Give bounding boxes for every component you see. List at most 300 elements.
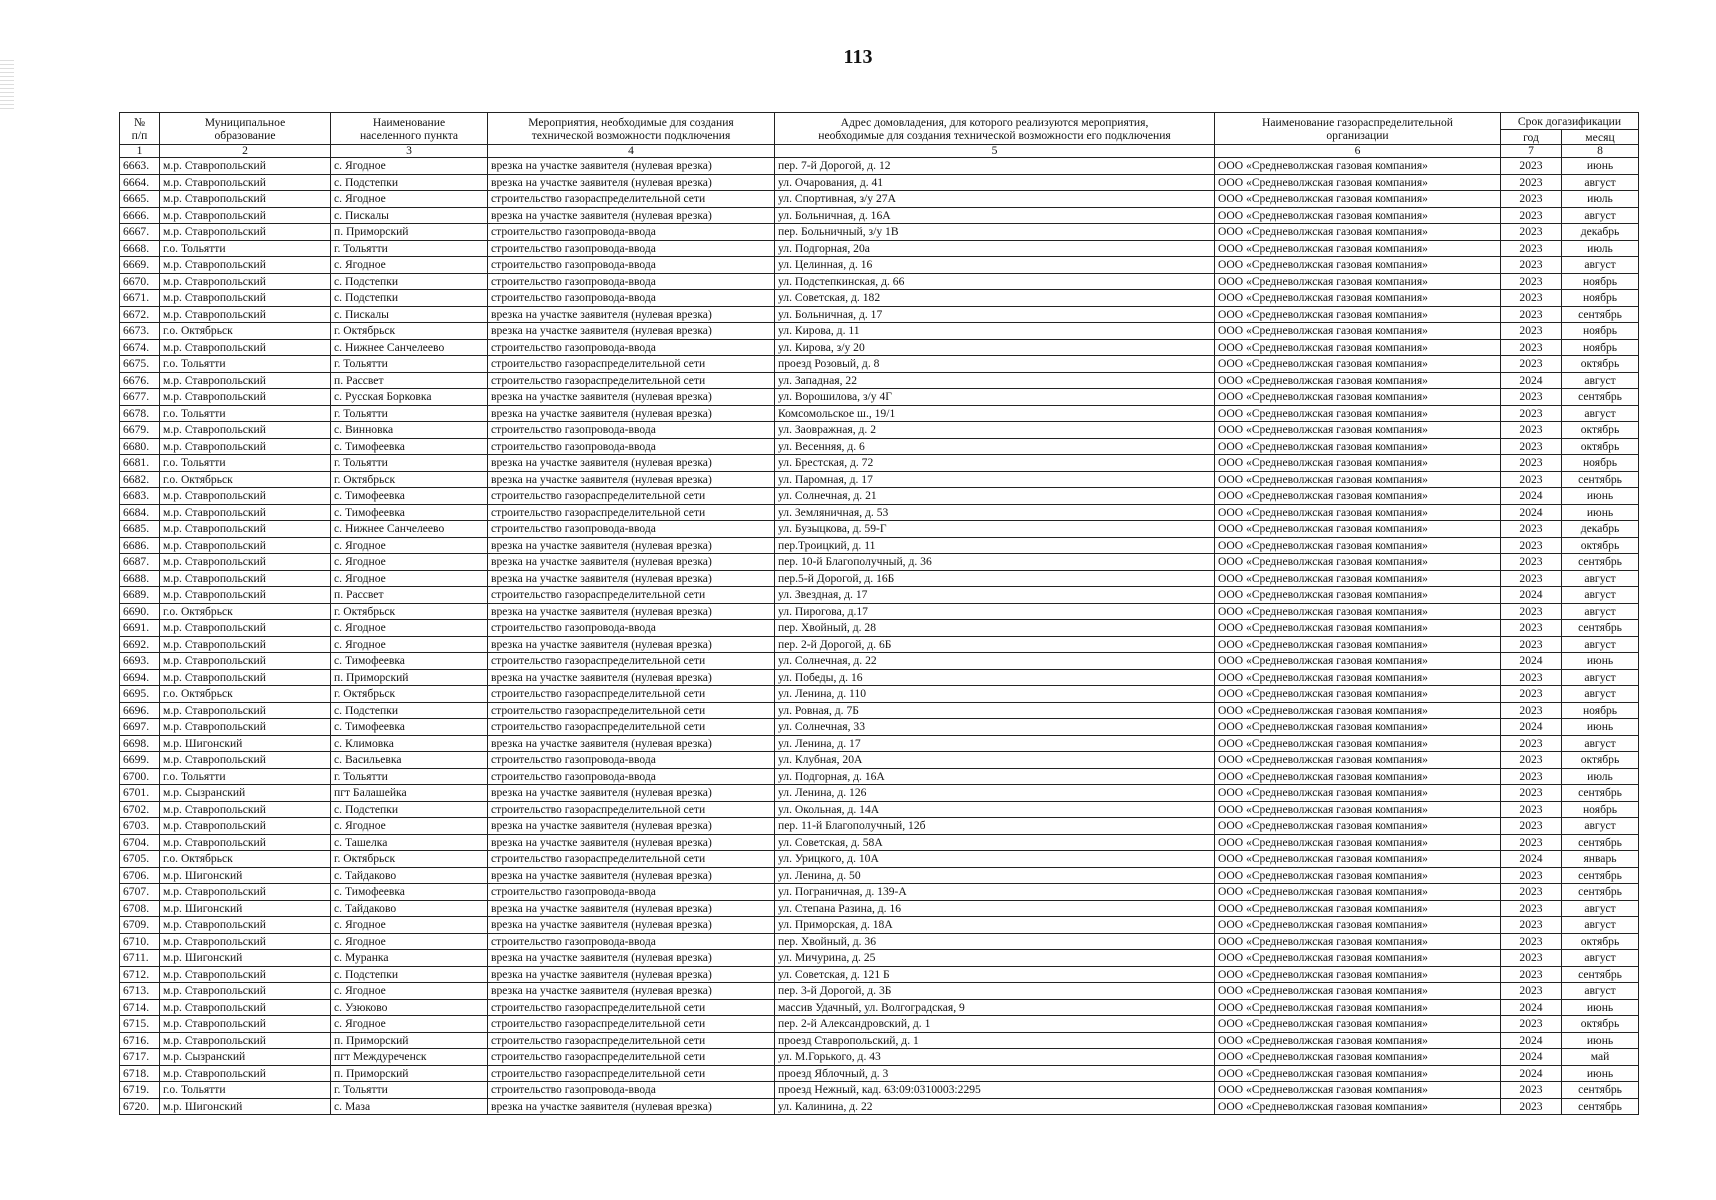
measures-cell: врезка на участке заявителя (нулевая врезка) — [488, 603, 775, 620]
address-cell: проезд Яблочный, д. 3 — [775, 1065, 1215, 1082]
settlement-cell: с. Тайдаково — [331, 867, 488, 884]
table-row — [120, 735, 1639, 752]
table-row — [120, 240, 1639, 257]
table-row — [120, 620, 1639, 637]
month-cell: август — [1562, 983, 1639, 1000]
month-cell: октябрь — [1562, 752, 1639, 769]
address-cell: пер. 2-й Дорогой, д. 6Б — [775, 636, 1215, 653]
municipality-cell: м.р. Сызранский — [160, 1049, 331, 1066]
municipality-cell: г.о. Тольятти — [160, 768, 331, 785]
table-row — [120, 1082, 1639, 1099]
header-deadline: Срок догазификации — [1501, 113, 1639, 130]
measures-cell: врезка на участке заявителя (нулевая врезка) — [488, 900, 775, 917]
row-number: 6713. — [120, 983, 160, 1000]
table-row — [120, 471, 1639, 488]
row-number: 6672. — [120, 306, 160, 323]
municipality-cell: м.р. Сызранский — [160, 785, 331, 802]
org-cell: ООО «Средневолжская газовая компания» — [1215, 191, 1501, 208]
row-number: 6685. — [120, 521, 160, 538]
measures-cell: врезка на участке заявителя (нулевая врезка) — [488, 207, 775, 224]
org-cell: ООО «Средневолжская газовая компания» — [1215, 950, 1501, 967]
year-cell: 2023 — [1501, 323, 1562, 340]
municipality-cell: м.р. Ставропольский — [160, 389, 331, 406]
org-cell: ООО «Средневолжская газовая компания» — [1215, 966, 1501, 983]
measures-cell: строительство газораспределительной сети — [488, 686, 775, 703]
settlement-cell: п. Приморский — [331, 669, 488, 686]
municipality-cell: м.р. Ставропольский — [160, 570, 331, 587]
year-cell: 2023 — [1501, 933, 1562, 950]
measures-cell: строительство газопровода-ввода — [488, 339, 775, 356]
table-row — [120, 438, 1639, 455]
table-row — [120, 356, 1639, 373]
year-cell: 2023 — [1501, 521, 1562, 538]
row-number: 6698. — [120, 735, 160, 752]
month-cell: январь — [1562, 851, 1639, 868]
year-cell: 2024 — [1501, 504, 1562, 521]
municipality-cell: г.о. Тольятти — [160, 405, 331, 422]
settlement-cell: г. Октябрьск — [331, 686, 488, 703]
year-cell: 2024 — [1501, 587, 1562, 604]
measures-cell: строительство газораспределительной сети — [488, 587, 775, 604]
settlement-cell: с. Ташелка — [331, 834, 488, 851]
settlement-cell: г. Тольятти — [331, 240, 488, 257]
row-number: 6701. — [120, 785, 160, 802]
table-row — [120, 999, 1639, 1016]
row-number: 6666. — [120, 207, 160, 224]
year-cell: 2023 — [1501, 801, 1562, 818]
month-cell: сентябрь — [1562, 884, 1639, 901]
row-number: 6709. — [120, 917, 160, 934]
address-cell: ул. Ленина, д. 110 — [775, 686, 1215, 703]
measures-cell: врезка на участке заявителя (нулевая врезка) — [488, 867, 775, 884]
settlement-cell: с. Климовка — [331, 735, 488, 752]
municipality-cell: м.р. Ставропольский — [160, 504, 331, 521]
municipality-cell: м.р. Шигонский — [160, 735, 331, 752]
measures-cell: врезка на участке заявителя (нулевая врезка) — [488, 554, 775, 571]
month-cell: июнь — [1562, 719, 1639, 736]
table-row — [120, 900, 1639, 917]
row-number: 6689. — [120, 587, 160, 604]
table-row — [120, 290, 1639, 307]
year-cell: 2023 — [1501, 983, 1562, 1000]
settlement-cell: с. Пискалы — [331, 207, 488, 224]
table-row — [120, 1016, 1639, 1033]
settlement-cell: с. Подстепки — [331, 966, 488, 983]
month-cell: сентябрь — [1562, 1082, 1639, 1099]
org-cell: ООО «Средневолжская газовая компания» — [1215, 1032, 1501, 1049]
measures-cell: строительство газораспределительной сети — [488, 719, 775, 736]
measures-cell: строительство газопровода-ввода — [488, 290, 775, 307]
org-cell: ООО «Средневолжская газовая компания» — [1215, 999, 1501, 1016]
measures-cell: врезка на участке заявителя (нулевая врезка) — [488, 570, 775, 587]
address-cell: Комсомольское ш., 19/1 — [775, 405, 1215, 422]
address-cell: пер. Больничный, з/у 1В — [775, 224, 1215, 241]
org-cell: ООО «Средневолжская газовая компания» — [1215, 867, 1501, 884]
table-header — [120, 113, 1639, 158]
table-body — [120, 158, 1639, 1115]
month-cell: октябрь — [1562, 537, 1639, 554]
municipality-cell: м.р. Ставропольский — [160, 422, 331, 439]
year-cell: 2023 — [1501, 917, 1562, 934]
settlement-cell: г. Тольятти — [331, 455, 488, 472]
month-cell: сентябрь — [1562, 554, 1639, 571]
measures-cell: строительство газораспределительной сети — [488, 372, 775, 389]
table-row — [120, 537, 1639, 554]
month-cell: июнь — [1562, 653, 1639, 670]
measures-cell: строительство газораспределительной сети — [488, 1065, 775, 1082]
month-cell: ноябрь — [1562, 455, 1639, 472]
year-cell: 2023 — [1501, 620, 1562, 637]
month-cell: август — [1562, 917, 1639, 934]
measures-cell: строительство газопровода-ввода — [488, 521, 775, 538]
row-number: 6696. — [120, 702, 160, 719]
row-number: 6687. — [120, 554, 160, 571]
org-cell: ООО «Средневолжская газовая компания» — [1215, 438, 1501, 455]
year-cell: 2023 — [1501, 306, 1562, 323]
municipality-cell: м.р. Ставропольский — [160, 719, 331, 736]
measures-cell: строительство газораспределительной сети — [488, 999, 775, 1016]
address-cell: ул. Солнечная, 33 — [775, 719, 1215, 736]
municipality-cell: м.р. Ставропольский — [160, 257, 331, 274]
year-cell: 2023 — [1501, 405, 1562, 422]
settlement-cell: п. Рассвет — [331, 372, 488, 389]
month-cell: август — [1562, 735, 1639, 752]
measures-cell: врезка на участке заявителя (нулевая врезка) — [488, 537, 775, 554]
month-cell: сентябрь — [1562, 834, 1639, 851]
settlement-cell: с. Нижнее Санчелеево — [331, 339, 488, 356]
year-cell: 2023 — [1501, 290, 1562, 307]
table-row — [120, 455, 1639, 472]
row-number: 6707. — [120, 884, 160, 901]
municipality-cell: м.р. Ставропольский — [160, 702, 331, 719]
month-cell: июнь — [1562, 158, 1639, 175]
row-number: 6669. — [120, 257, 160, 274]
settlement-cell: с. Нижнее Санчелеево — [331, 521, 488, 538]
address-cell: ул. Мичурина, д. 25 — [775, 950, 1215, 967]
org-cell: ООО «Средневолжская газовая компания» — [1215, 339, 1501, 356]
address-cell: пер. 2-й Александровский, д. 1 — [775, 1016, 1215, 1033]
municipality-cell: м.р. Ставропольский — [160, 158, 331, 175]
municipality-cell: м.р. Ставропольский — [160, 587, 331, 604]
header-num: № п/п — [120, 113, 160, 145]
settlement-cell: с. Тимофеевка — [331, 884, 488, 901]
municipality-cell: м.р. Ставропольский — [160, 554, 331, 571]
municipality-cell: г.о. Октябрьск — [160, 323, 331, 340]
address-cell: ул. Очарования, д. 41 — [775, 174, 1215, 191]
measures-cell: врезка на участке заявителя (нулевая врезка) — [488, 389, 775, 406]
municipality-cell: м.р. Ставропольский — [160, 339, 331, 356]
address-cell: пер. Хвойный, д. 28 — [775, 620, 1215, 637]
row-number: 6673. — [120, 323, 160, 340]
org-cell: ООО «Средневолжская газовая компания» — [1215, 603, 1501, 620]
month-cell: ноябрь — [1562, 290, 1639, 307]
table-row — [120, 669, 1639, 686]
settlement-cell: с. Ягодное — [331, 933, 488, 950]
measures-cell: врезка на участке заявителя (нулевая врезка) — [488, 405, 775, 422]
address-cell: проезд Розовый, д. 8 — [775, 356, 1215, 373]
settlement-cell: с. Русская Борковка — [331, 389, 488, 406]
address-cell: ул. Целинная, д. 16 — [775, 257, 1215, 274]
year-cell: 2023 — [1501, 867, 1562, 884]
org-cell: ООО «Средневолжская газовая компания» — [1215, 405, 1501, 422]
org-cell: ООО «Средневолжская газовая компания» — [1215, 356, 1501, 373]
month-cell: август — [1562, 818, 1639, 835]
year-cell: 2023 — [1501, 834, 1562, 851]
row-number: 6704. — [120, 834, 160, 851]
municipality-cell: м.р. Ставропольский — [160, 207, 331, 224]
table-row — [120, 257, 1639, 274]
org-cell: ООО «Средневолжская газовая компания» — [1215, 587, 1501, 604]
row-number: 6676. — [120, 372, 160, 389]
org-cell: ООО «Средневолжская газовая компания» — [1215, 422, 1501, 439]
month-cell: сентябрь — [1562, 471, 1639, 488]
measures-cell: строительство газопровода-ввода — [488, 224, 775, 241]
month-cell: август — [1562, 587, 1639, 604]
month-cell: сентябрь — [1562, 306, 1639, 323]
org-cell: ООО «Средневолжская газовая компания» — [1215, 521, 1501, 538]
table-row — [120, 273, 1639, 290]
year-cell: 2023 — [1501, 191, 1562, 208]
measures-cell: врезка на участке заявителя (нулевая врезка) — [488, 471, 775, 488]
settlement-cell: п. Приморский — [331, 1065, 488, 1082]
settlement-cell: с. Тимофеевка — [331, 504, 488, 521]
month-cell: август — [1562, 405, 1639, 422]
column-number-cell: 8 — [1562, 145, 1639, 158]
measures-cell: врезка на участке заявителя (нулевая врезка) — [488, 966, 775, 983]
table-row — [120, 224, 1639, 241]
org-cell: ООО «Средневолжская газовая компания» — [1215, 455, 1501, 472]
measures-cell: врезка на участке заявителя (нулевая врезка) — [488, 785, 775, 802]
measures-cell: строительство газораспределительной сети — [488, 801, 775, 818]
municipality-cell: м.р. Шигонский — [160, 1098, 331, 1115]
org-cell: ООО «Средневолжская газовая компания» — [1215, 801, 1501, 818]
table-row — [120, 768, 1639, 785]
settlement-cell: с. Ягодное — [331, 917, 488, 934]
org-cell: ООО «Средневолжская газовая компания» — [1215, 834, 1501, 851]
address-cell: ул. Спортивная, з/у 27А — [775, 191, 1215, 208]
municipality-cell: г.о. Октябрьск — [160, 851, 331, 868]
row-number: 6684. — [120, 504, 160, 521]
municipality-cell: м.р. Ставропольский — [160, 818, 331, 835]
row-number: 6686. — [120, 537, 160, 554]
year-cell: 2023 — [1501, 570, 1562, 587]
row-number: 6699. — [120, 752, 160, 769]
municipality-cell: м.р. Ставропольский — [160, 933, 331, 950]
year-cell: 2023 — [1501, 339, 1562, 356]
table-row — [120, 636, 1639, 653]
org-cell: ООО «Средневолжская газовая компания» — [1215, 207, 1501, 224]
address-cell: ул. Приморская, д. 18А — [775, 917, 1215, 934]
table-row — [120, 323, 1639, 340]
measures-cell: строительство газопровода-ввода — [488, 257, 775, 274]
org-cell: ООО «Средневолжская газовая компания» — [1215, 785, 1501, 802]
municipality-cell: м.р. Ставропольский — [160, 752, 331, 769]
measures-cell: строительство газораспределительной сети — [488, 504, 775, 521]
year-cell: 2023 — [1501, 174, 1562, 191]
municipality-cell: м.р. Ставропольский — [160, 801, 331, 818]
row-number: 6664. — [120, 174, 160, 191]
municipality-cell: м.р. Ставропольский — [160, 521, 331, 538]
address-cell: ул. Солнечная, д. 21 — [775, 488, 1215, 505]
municipality-cell: г.о. Октябрьск — [160, 471, 331, 488]
month-cell: ноябрь — [1562, 323, 1639, 340]
org-cell: ООО «Средневолжская газовая компания» — [1215, 933, 1501, 950]
month-cell: сентябрь — [1562, 620, 1639, 637]
measures-cell: врезка на участке заявителя (нулевая врезка) — [488, 818, 775, 835]
settlement-cell: с. Ягодное — [331, 818, 488, 835]
address-cell: ул. Подстепкинская, д. 66 — [775, 273, 1215, 290]
municipality-cell: м.р. Ставропольский — [160, 372, 331, 389]
table-row — [120, 207, 1639, 224]
table-row — [120, 603, 1639, 620]
table-row — [120, 306, 1639, 323]
address-cell: ул. Звездная, д. 17 — [775, 587, 1215, 604]
org-cell: ООО «Средневолжская газовая компания» — [1215, 306, 1501, 323]
year-cell: 2023 — [1501, 818, 1562, 835]
year-cell: 2023 — [1501, 1082, 1562, 1099]
address-cell: ул. Клубная, 20А — [775, 752, 1215, 769]
settlement-cell: п. Рассвет — [331, 587, 488, 604]
settlement-cell: п. Приморский — [331, 224, 488, 241]
month-cell: август — [1562, 207, 1639, 224]
measures-cell: строительство газопровода-ввода — [488, 884, 775, 901]
municipality-cell: г.о. Тольятти — [160, 240, 331, 257]
table-row — [120, 983, 1639, 1000]
org-cell: ООО «Средневолжская газовая компания» — [1215, 818, 1501, 835]
municipality-cell: г.о. Октябрьск — [160, 686, 331, 703]
address-cell: пер. 11-й Благополучный, 12б — [775, 818, 1215, 835]
column-number-cell: 6 — [1215, 145, 1501, 158]
municipality-cell: г.о. Тольятти — [160, 455, 331, 472]
org-cell: ООО «Средневолжская газовая компания» — [1215, 1016, 1501, 1033]
measures-cell: врезка на участке заявителя (нулевая врезка) — [488, 158, 775, 175]
year-cell: 2024 — [1501, 488, 1562, 505]
row-number: 6690. — [120, 603, 160, 620]
year-cell: 2023 — [1501, 1016, 1562, 1033]
org-cell: ООО «Средневолжская газовая компания» — [1215, 224, 1501, 241]
org-cell: ООО «Средневолжская газовая компания» — [1215, 1098, 1501, 1115]
municipality-cell: м.р. Ставропольский — [160, 917, 331, 934]
measures-cell: врезка на участке заявителя (нулевая врезка) — [488, 735, 775, 752]
table-row — [120, 966, 1639, 983]
month-cell: декабрь — [1562, 224, 1639, 241]
org-cell: ООО «Средневолжская газовая компания» — [1215, 983, 1501, 1000]
address-cell: ул. Урицкого, д. 10А — [775, 851, 1215, 868]
row-number: 6695. — [120, 686, 160, 703]
header-municipality: Муниципальное образование — [160, 113, 331, 145]
month-cell: ноябрь — [1562, 339, 1639, 356]
year-cell: 2023 — [1501, 884, 1562, 901]
table-row — [120, 554, 1639, 571]
row-number: 6679. — [120, 422, 160, 439]
address-cell: ул. Земляничная, д. 53 — [775, 504, 1215, 521]
org-cell: ООО «Средневолжская газовая компания» — [1215, 768, 1501, 785]
row-number: 6683. — [120, 488, 160, 505]
table-row — [120, 174, 1639, 191]
column-number-cell: 4 — [488, 145, 775, 158]
row-number: 6680. — [120, 438, 160, 455]
address-cell: ул. Весенняя, д. 6 — [775, 438, 1215, 455]
measures-cell: строительство газопровода-ввода — [488, 438, 775, 455]
settlement-cell: с. Пискалы — [331, 306, 488, 323]
settlement-cell: с. Подстепки — [331, 273, 488, 290]
org-cell: ООО «Средневолжская газовая компания» — [1215, 719, 1501, 736]
org-cell: ООО «Средневолжская газовая компания» — [1215, 851, 1501, 868]
municipality-cell: м.р. Ставропольский — [160, 1032, 331, 1049]
row-number: 6671. — [120, 290, 160, 307]
settlement-cell: с. Тимофеевка — [331, 653, 488, 670]
table-row — [120, 1098, 1639, 1115]
year-cell: 2023 — [1501, 438, 1562, 455]
address-cell: ул. Подгорная, 20а — [775, 240, 1215, 257]
row-number: 6675. — [120, 356, 160, 373]
org-cell: ООО «Средневолжская газовая компания» — [1215, 174, 1501, 191]
municipality-cell: м.р. Ставропольский — [160, 620, 331, 637]
address-cell: ул. Ворошилова, з/у 4Г — [775, 389, 1215, 406]
settlement-cell: п. Приморский — [331, 1032, 488, 1049]
row-number: 6712. — [120, 966, 160, 983]
table-row — [120, 587, 1639, 604]
address-cell: ул. Пирогова, д.17 — [775, 603, 1215, 620]
org-cell: ООО «Средневолжская газовая компания» — [1215, 323, 1501, 340]
year-cell: 2023 — [1501, 471, 1562, 488]
measures-cell: строительство газораспределительной сети — [488, 1016, 775, 1033]
table-row — [120, 488, 1639, 505]
year-cell: 2023 — [1501, 207, 1562, 224]
settlement-cell: г. Октябрьск — [331, 471, 488, 488]
address-cell: ул. Ленина, д. 17 — [775, 735, 1215, 752]
address-cell: ул. Калинина, д. 22 — [775, 1098, 1215, 1115]
municipality-cell: г.о. Тольятти — [160, 356, 331, 373]
address-cell: ул. Заовражная, д. 2 — [775, 422, 1215, 439]
org-cell: ООО «Средневолжская газовая компания» — [1215, 735, 1501, 752]
municipality-cell: м.р. Ставропольский — [160, 191, 331, 208]
month-cell: октябрь — [1562, 422, 1639, 439]
table-row — [120, 422, 1639, 439]
org-cell: ООО «Средневолжская газовая компания» — [1215, 752, 1501, 769]
month-cell: июнь — [1562, 488, 1639, 505]
measures-cell: строительство газопровода-ввода — [488, 240, 775, 257]
month-cell: ноябрь — [1562, 273, 1639, 290]
settlement-cell: г. Тольятти — [331, 1082, 488, 1099]
row-number: 6700. — [120, 768, 160, 785]
org-cell: ООО «Средневолжская газовая компания» — [1215, 1049, 1501, 1066]
table-row — [120, 653, 1639, 670]
address-cell: ул. Советская, д. 121 Б — [775, 966, 1215, 983]
org-cell: ООО «Средневолжская газовая компания» — [1215, 158, 1501, 175]
org-cell: ООО «Средневолжская газовая компания» — [1215, 884, 1501, 901]
address-cell: ул. Брестская, д. 72 — [775, 455, 1215, 472]
column-numbers-row — [120, 145, 1639, 158]
org-cell: ООО «Средневолжская газовая компания» — [1215, 900, 1501, 917]
address-cell: ул. Западная, 22 — [775, 372, 1215, 389]
org-cell: ООО «Средневолжская газовая компания» — [1215, 570, 1501, 587]
address-cell: ул. Степана Разина, д. 16 — [775, 900, 1215, 917]
municipality-cell: м.р. Шигонский — [160, 900, 331, 917]
measures-cell: строительство газопровода-ввода — [488, 273, 775, 290]
row-number: 6682. — [120, 471, 160, 488]
year-cell: 2023 — [1501, 158, 1562, 175]
table-row — [120, 686, 1639, 703]
column-number-cell: 7 — [1501, 145, 1562, 158]
address-cell: ул. Советская, д. 182 — [775, 290, 1215, 307]
month-cell: октябрь — [1562, 438, 1639, 455]
month-cell: октябрь — [1562, 1016, 1639, 1033]
address-cell: пер. 3-й Дорогой, д. 3Б — [775, 983, 1215, 1000]
address-cell: ул. Ровная, д. 7Б — [775, 702, 1215, 719]
org-cell: ООО «Средневолжская газовая компания» — [1215, 702, 1501, 719]
table-row — [120, 834, 1639, 851]
